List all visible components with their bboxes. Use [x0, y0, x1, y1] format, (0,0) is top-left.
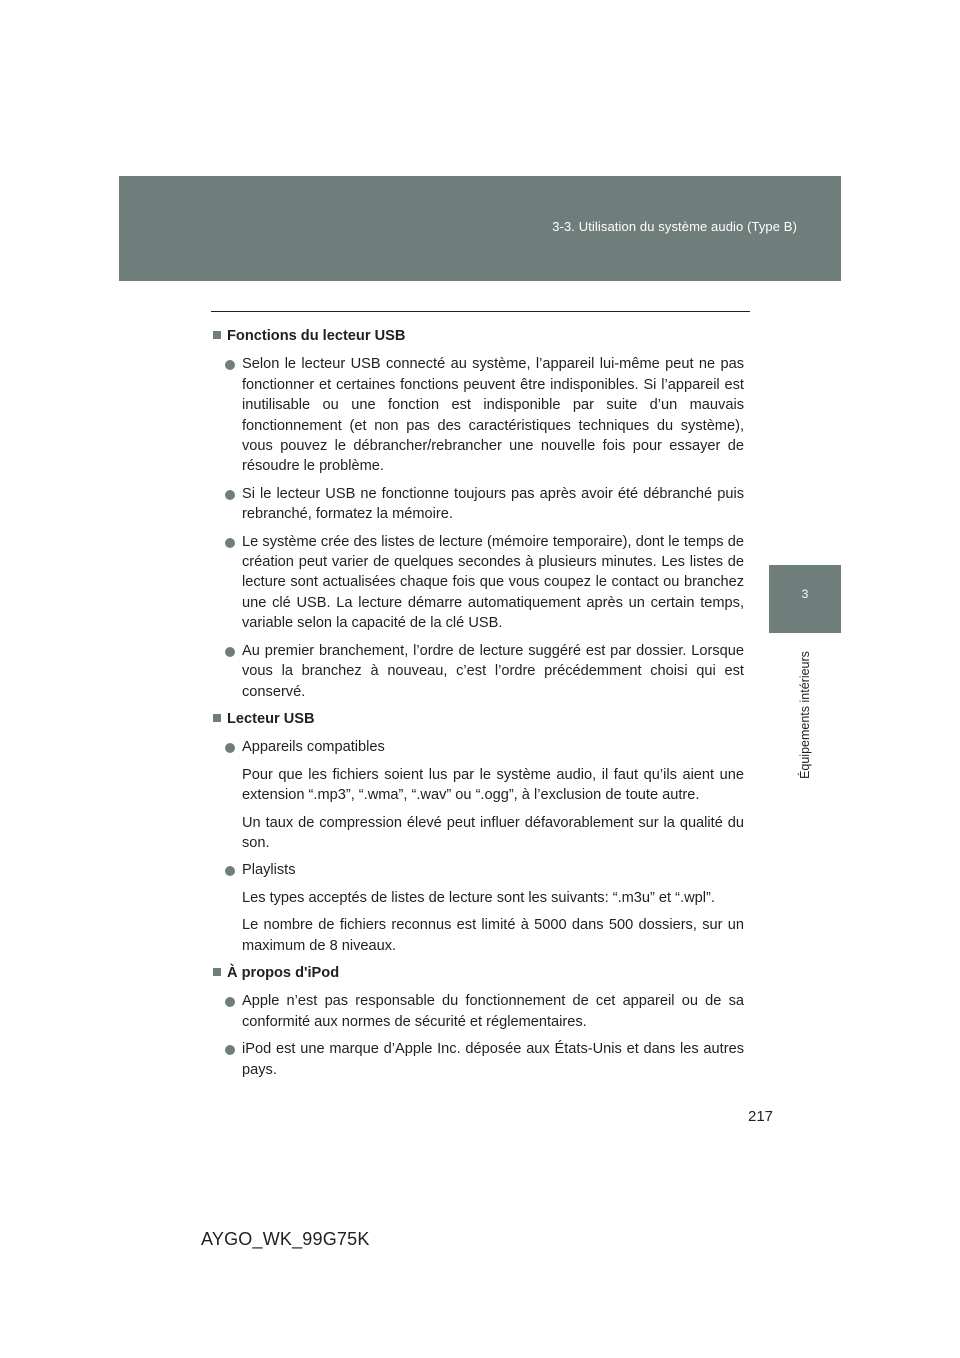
list-item: [211, 354, 744, 476]
sub-paragraph: Le nombre de fichiers reconnus est limité à 5000 dans 500 dossiers, sur un maximum de 8 niveaux.: [242, 917, 744, 954]
chapter-header-band: [119, 176, 841, 281]
list-item: [211, 641, 744, 702]
bullet-dot-icon: [225, 1045, 235, 1055]
list-item: [211, 991, 744, 1032]
list-item-text: Selon le lecteur USB connecté au système, l’appareil lui-même peut ne pas fonctionner et certaines fonctions peuvent être indisponibles. Si l’appareil est inutilisable ou une fonction est indisponible par suite d’un mauvais fonctionnement (et non pas des caractéristiques techniques du système), vous pouvez le débrancher/rebrancher une nouvelle fois pour essayer de résoudre le problème.: [242, 356, 744, 475]
header-rule: [211, 311, 750, 312]
list-item-text: Si le lecteur USB ne fonctionne toujours pas après avoir été débranché puis rebranché, formatez la mémoire.: [242, 485, 744, 523]
list-item: [211, 1039, 744, 1080]
list-item: [211, 860, 744, 880]
document-code: AYGO_WK_99G75K: [201, 1229, 370, 1249]
section-square-icon: [213, 331, 221, 339]
section-title: Lecteur USB: [227, 710, 315, 727]
list-item-text: Au premier branchement, l’ordre de lecture suggéré est par dossier. Lorsque vous la branchez à nouveau, c’est l’ordre précédemment choisi qui est conservé.: [242, 642, 744, 700]
list-item: [211, 484, 744, 525]
bullet-dot-icon: [225, 538, 235, 548]
list-item-text: Le système crée des listes de lecture (mémoire temporaire), dont le temps de création peut varier de quelques secondes à plusieurs minutes. Les listes de lecture sont actualisées chaque fois que vous coupez le contact ou branchez une clé USB. La lecture démarre automatiquement après un certain temps, variable selon la capacité de la clé USB.: [242, 533, 744, 632]
chapter-side-tab: [769, 565, 841, 633]
section-heading: [211, 963, 744, 983]
list-item: [211, 532, 744, 634]
list-item-text: Appareils compatibles: [242, 739, 385, 756]
chapter-side-label: Équipements intérieurs: [798, 651, 812, 779]
chapter-title: 3-3. Utilisation du système audio (Type B): [552, 219, 797, 234]
list-item-text: Playlists: [242, 862, 296, 879]
section-title: Fonctions du lecteur USB: [227, 328, 406, 344]
page-content: [211, 326, 744, 1087]
section-heading: [211, 326, 744, 346]
list-item-text: iPod est une marque d’Apple Inc. déposée aux États-Unis et dans les autres pays.: [242, 1041, 744, 1078]
chapter-number: 3: [801, 587, 809, 601]
sub-paragraph: Pour que les fichiers soient lus par le système audio, il faut qu’ils aient une extension “.mp3”, “.wma”, “.wav” ou “.ogg”, à l’exclusion de toute autre.: [242, 766, 744, 804]
section-square-icon: [213, 968, 221, 976]
bullet-dot-icon: [225, 866, 235, 876]
list-item-text: Apple n’est pas responsable du fonctionnement de cet appareil ou de sa conformité aux normes de sécurité et réglementaires.: [242, 993, 744, 1030]
section-title: À propos d'iPod: [227, 964, 340, 981]
bullet-dot-icon: [225, 490, 235, 500]
sub-paragraph: Un taux de compression élevé peut influer défavorablement sur la qualité du son.: [242, 814, 744, 851]
section-heading: [211, 709, 744, 729]
page-number: 217: [748, 1108, 774, 1125]
section-square-icon: [213, 714, 221, 722]
bullet-dot-icon: [225, 360, 235, 370]
bullet-dot-icon: [225, 647, 235, 657]
list-item: [211, 737, 744, 757]
bullet-dot-icon: [225, 743, 235, 753]
bullet-dot-icon: [225, 997, 235, 1007]
sub-paragraph: Les types acceptés de listes de lecture sont les suivants: “.m3u” et “.wpl”.: [242, 889, 715, 906]
